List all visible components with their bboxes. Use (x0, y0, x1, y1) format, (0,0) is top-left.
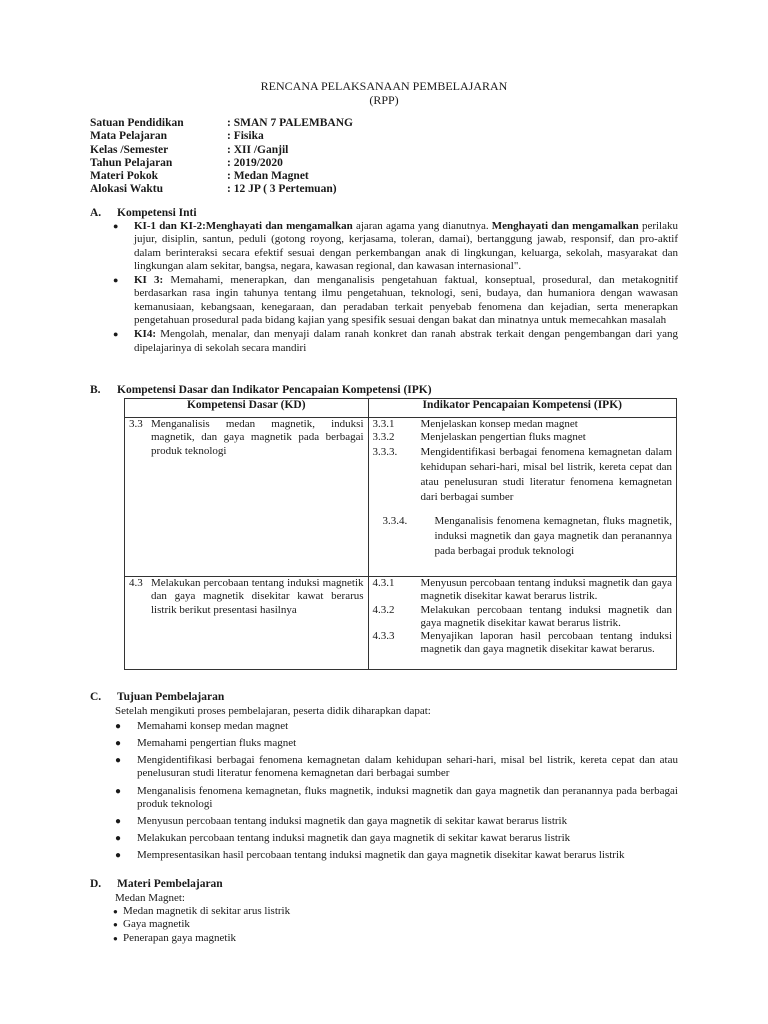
list-item (113, 905, 290, 918)
bullet-icon: ● (115, 850, 122, 862)
kd-ipk-table (124, 398, 677, 670)
list-item (115, 737, 678, 750)
section-title: Tujuan Pembelajaran (117, 691, 225, 703)
ipk-item (373, 577, 672, 604)
identity-value: : SMAN 7 PALEMBANG (227, 117, 353, 129)
material-text: Gaya magnetik (123, 918, 190, 931)
ipk-text: Menyusun percobaan tentang induksi magnetik dan gaya magnetik disekitar kawat berarus listrik. (420, 577, 672, 603)
ki-text: Mengolah, menalar, dan menyaji dalam ranah konkret dan ranah abstrak terkait dengan pengembangan dari yang dipelajarinya di sekolah secara mandiri (134, 328, 678, 354)
ipk-text: Menganalisis fenomena kemagnetan, fluks magnetik, induksi magnetik dan gaya magnetik dan peranannya pada berbagai produk teknologi (434, 514, 672, 557)
identity-label: Mata Pelajaran (90, 130, 167, 143)
ki-emphasis: Menghayati dan mengamalkan (491, 220, 639, 232)
bullet-icon: ● (113, 907, 118, 916)
kd-text: Menganalisis medan magnetik, induksi magnetik, dan gaya magnetik pada berbagai produk teknologi (151, 418, 364, 457)
identity-value: : 12 JP ( 3 Pertemuan) (227, 183, 337, 196)
goal-text: Mempresentasikan hasil percobaan tentang induksi magnetik dan gaya magnetik disekitar kawat berarus listrik (137, 849, 625, 862)
goal-text: Melakukan percobaan tentang induksi magnetik dan gaya magnetik di sekitar kawat berarus listrik (137, 832, 571, 845)
kd-cell (125, 418, 369, 577)
ipk-number: 4.3.2 (372, 603, 395, 616)
bullet-icon: ● (115, 738, 122, 750)
list-item (115, 815, 678, 828)
identity-row (90, 144, 353, 157)
list-item (113, 220, 678, 273)
section-intro: Setelah mengikuti proses pembelajaran, peserta didik diharapkan dapat: (115, 705, 431, 717)
core-competency-list (113, 220, 678, 356)
ipk-number: 4.3.1 (372, 577, 395, 589)
ki-text: Memahami, menerapkan, dan menganalisis pengetahuan faktual, konseptual, prosedural, dan metakognitif berdasarkan rasa ingin tahunya tentang ilmu pengetahuan, teknologi, seni, budaya, dan humaniora dengan wawasan kemanusiaan, kebangsaan, kenegaraan, dan peradaban terkait penyebab fenomena dan kejadian, serta menerapkan pengetahuan prosedural pada bidang kajian yang spesifik sesuai dengan bakat dan minatnya untuk memecahkan masalah (134, 274, 679, 327)
list-item (113, 918, 290, 931)
table-row (125, 577, 677, 670)
document-subtitle: (RPP) (369, 93, 399, 107)
ipk-item (373, 445, 672, 505)
section-b-heading (90, 384, 432, 397)
ipk-text: Menyajikan laporan hasil percobaan tentang induksi magnetik dan gaya magnetik disekitar kawat berarus. (420, 630, 672, 656)
identity-row (90, 170, 353, 183)
section-title: Kompetensi Dasar dan Indikator Pencapaian Kompetensi (IPK) (117, 384, 432, 396)
document-title: RENCANA PELAKSANAAN PEMBELAJARAN (260, 79, 508, 93)
ipk-number: 3.3.1 (372, 418, 395, 430)
ki-text: ajaran agama yang dianutnya. (352, 220, 492, 232)
learning-goals-list (115, 720, 678, 866)
ipk-number: 3.3.3. (372, 445, 398, 458)
ipk-text: Melakukan percobaan tentang induksi magnetik dan gaya magnetik disekitar kawat berarus listrik. (420, 603, 672, 629)
ki-lead: KI4: (134, 328, 156, 341)
ki-lead: KI 3: (134, 274, 164, 287)
ipk-item (373, 604, 672, 631)
ipk-number: 4.3.3 (372, 630, 395, 643)
ki-text-cont: perilaku jujur, disiplin, santun, peduli (gotong royong, kerjasama, toleran, damai), bertanggung jawab, responsif, dan pro-aktif dalam berinteraksi secara efektif sesuai dengan perkembangan anak di lingkungan, keluarga, sekolah, masyarakat dan lingkungan alam sekitar, bangsa, negara, kawasan regional, dan kawasan internasional". (134, 220, 678, 272)
column-header-ipk: Indikator Pencapaian Kompetensi (IPK) (368, 399, 676, 418)
ki-lead: KI-1 dan KI-2:Menghayati dan mengamalkan (134, 220, 353, 232)
section-title: Kompetensi Inti (117, 207, 197, 219)
ipk-item (373, 418, 672, 431)
goal-text: Mengidentifikasi berbagai fenomena kemagnetan dalam kehidupan sehari-hari, misal bel listrik, kereta cepat dan atau penelusuran studi literatur fenomena kemagnetan dari berbagai sumber (137, 754, 678, 780)
ipk-item (373, 630, 672, 657)
identity-label: Tahun Pelajaran (90, 156, 173, 169)
identity-value: : 2019/2020 (227, 156, 283, 169)
section-c-heading (90, 691, 224, 704)
identity-label: Satuan Pendidikan (90, 117, 184, 129)
ipk-number: 3.3.2 (372, 431, 395, 444)
ipk-number: 3.3.4. (382, 514, 408, 527)
identity-label: Materi Pokok (90, 170, 159, 183)
kd-cell (125, 577, 369, 670)
kd-item (129, 577, 364, 617)
ipk-text: Menjelaskan konsep medan magnet (420, 418, 578, 430)
ipk-cell (368, 418, 676, 577)
identity-row (90, 157, 353, 170)
list-item (115, 785, 678, 812)
bullet-icon: ● (113, 329, 119, 340)
bullet-icon: ● (115, 755, 122, 767)
goal-text: Memahami konsep medan magnet (137, 720, 289, 732)
identity-table (90, 117, 353, 197)
identity-label: Alokasi Waktu (90, 183, 163, 196)
section-d-heading (90, 878, 223, 891)
identity-row (90, 117, 353, 130)
ipk-text: Menjelaskan pengertian fluks magnet (420, 431, 586, 444)
identity-value: : Medan Magnet (227, 170, 309, 183)
list-item (115, 754, 678, 781)
bullet-icon: ● (113, 933, 118, 943)
list-item (113, 328, 678, 355)
bullet-icon: ● (115, 815, 122, 827)
ipk-item (373, 514, 672, 559)
section-a-heading (90, 207, 197, 220)
section-letter: A. (90, 207, 102, 219)
bullet-icon: ● (113, 275, 119, 286)
table-row (125, 418, 677, 577)
kd-number: 4.3 (129, 577, 143, 589)
kd-item (129, 418, 364, 458)
list-item (113, 274, 678, 327)
list-item (113, 932, 290, 945)
section-letter: B. (90, 384, 101, 396)
column-header-kd: Kompetensi Dasar (KD) (125, 399, 369, 418)
goal-text: Menyusun percobaan tentang induksi magnetik dan gaya magnetik di sekitar kawat berarus listrik (137, 814, 568, 827)
material-text: Medan magnetik di sekitar arus listrik (123, 905, 291, 917)
list-item (115, 849, 678, 862)
kd-number: 3.3 (129, 418, 143, 430)
bullet-icon: ● (113, 221, 119, 231)
ipk-text: Mengidentifikasi berbagai fenomena kemagnetan dalam kehidupan sehari-hari, misal bel listrik, kereta cepat dan atau penelusuran studi literatur fenomena kemagnetan dari berbagai sumber (420, 445, 672, 503)
material-list (113, 905, 290, 945)
identity-row (90, 183, 353, 196)
bullet-icon: ● (113, 920, 118, 930)
table-header-row (125, 399, 677, 418)
section-title: Materi Pembelajaran (117, 878, 223, 890)
ipk-cell (368, 577, 676, 670)
goal-text: Menganalisis fenomena kemagnetan, fluks magnetik, induksi magnetik dan gaya magnetik dan peranannya pada berbagai produk teknologi (137, 784, 678, 810)
list-item (115, 832, 678, 845)
list-item (115, 720, 678, 733)
bullet-icon: ● (115, 721, 122, 732)
section-letter: D. (90, 878, 102, 890)
bullet-icon: ● (115, 833, 122, 845)
kd-text: Melakukan percobaan tentang induksi magnetik dan gaya magnetik disekitar kawat berarus listrik berikut presentasi hasilnya (151, 577, 364, 616)
identity-value: : XII /Ganjil (227, 143, 289, 156)
bullet-icon: ● (115, 785, 122, 797)
identity-label: Kelas /Semester (90, 143, 169, 156)
section-intro: Medan Magnet: (115, 892, 185, 904)
ipk-item (373, 431, 672, 444)
goal-text: Memahami pengertian fluks magnet (137, 737, 297, 750)
identity-row (90, 130, 353, 143)
identity-value: : Fisika (227, 130, 264, 143)
material-text: Penerapan gaya magnetik (123, 931, 237, 944)
section-letter: C. (90, 691, 102, 703)
